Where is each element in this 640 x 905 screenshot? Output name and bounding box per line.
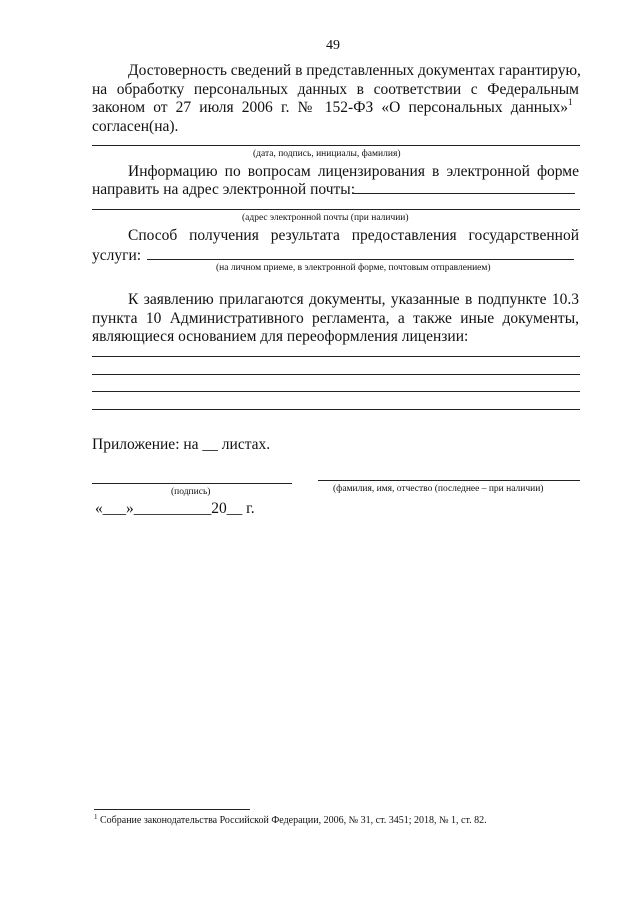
footnote-separator: [94, 809, 250, 810]
email-caption: (адрес электронной почты (при наличии): [242, 213, 409, 223]
delivery-line-1: Способ получения результата предоставления государственной: [128, 227, 579, 244]
full-name-caption: (фамилия, имя, отчество (последнее – при наличии): [333, 484, 544, 494]
consent-line-4: согласен(на).: [92, 118, 179, 135]
email-input-line: [353, 193, 575, 194]
attachments-line-2: пункта 10 Административного регламента, а также иные документы,: [92, 310, 579, 327]
attachments-blank-line-1: [92, 356, 580, 357]
page-number: 49: [326, 38, 340, 53]
consent-line-3: законом от 27 июля 2006 г. № 152-ФЗ «О персональных данных»: [92, 99, 568, 116]
email-line-1: Информацию по вопросам лицензирования в электронной форме: [128, 163, 579, 180]
appendix-label: Приложение: на __ листах.: [92, 436, 271, 453]
consent-signature-line: [92, 145, 580, 146]
consent-line-3-wrap: [92, 98, 579, 117]
signature-date: «___»__________20__ г.: [95, 500, 255, 517]
footnote-mark: 1: [94, 813, 98, 821]
consent-caption: (дата, подпись, инициалы, фамилия): [253, 149, 401, 159]
attachments-blank-line-3: [92, 391, 580, 392]
email-line-2: направить на адрес электронной почты:: [92, 181, 356, 198]
attachments-line-3: являющиеся основанием для переоформления лицензии:: [92, 328, 469, 345]
signature-caption: (подпись): [171, 487, 211, 497]
attachments-blank-line-2: [92, 374, 580, 375]
email-second-line: [92, 209, 580, 210]
signature-line: [92, 483, 292, 484]
consent-line-1: Достоверность сведений в представленных документах гарантирую,: [128, 62, 581, 79]
attachments-line-1: К заявлению прилагаются документы, указанные в подпункте 10.3: [128, 291, 579, 308]
delivery-caption: (на личном приеме, в электронной форме, почтовым отправлением): [216, 263, 491, 273]
full-name-line: [318, 480, 580, 481]
footnote-ref: 1: [568, 97, 573, 107]
consent-line-2: на обработку персональных данных в соответствии с Федеральным: [92, 81, 579, 98]
delivery-line-2: услуги:: [92, 247, 142, 264]
footnote-text: Собрание законодательства Российской Федерации, 2006, № 31, ст. 3451; 2018, № 1, ст. 82.: [100, 815, 487, 826]
attachments-blank-line-4: [92, 409, 580, 410]
footnote: [94, 815, 487, 827]
delivery-input-line: [147, 259, 574, 260]
